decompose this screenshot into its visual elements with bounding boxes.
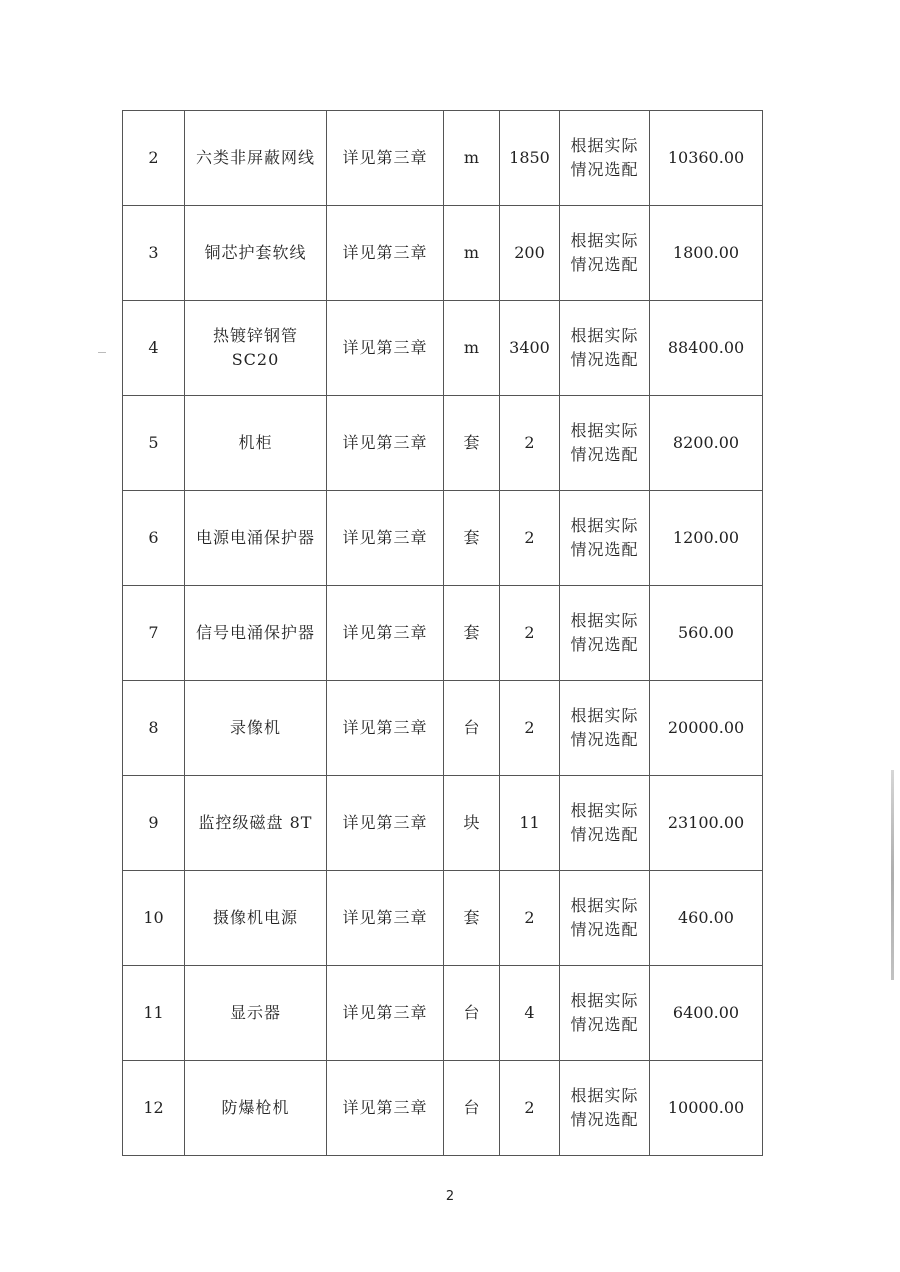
- item-amount-cell: 560.00: [650, 586, 763, 681]
- item-note-cell: [560, 966, 650, 1061]
- item-unit-cell: 套: [444, 491, 500, 586]
- item-note-cell: [560, 776, 650, 871]
- table-row: [123, 396, 763, 491]
- item-unit-cell: m: [444, 301, 500, 396]
- table-row: [123, 206, 763, 301]
- item-amount-cell: 23100.00: [650, 776, 763, 871]
- item-amount-cell: 10360.00: [650, 111, 763, 206]
- note-line: 根据实际: [570, 421, 639, 440]
- table-row: [123, 871, 763, 966]
- item-note-cell: [560, 681, 650, 776]
- table-row: [123, 1061, 763, 1156]
- note-line: 根据实际: [570, 896, 639, 915]
- item-note-cell: [560, 206, 650, 301]
- item-amount-cell: 20000.00: [650, 681, 763, 776]
- item-unit-cell: m: [444, 111, 500, 206]
- scan-mark: [98, 352, 106, 353]
- item-name: 监控级磁盘 8T: [198, 813, 313, 832]
- note-line: 根据实际: [570, 326, 639, 345]
- item-unit-cell: 台: [444, 966, 500, 1061]
- item-spec-cell: 详见第三章: [327, 1061, 444, 1156]
- item-quantity-cell: 2: [500, 491, 560, 586]
- item-number-cell: 10: [123, 871, 185, 966]
- item-amount-cell: 10000.00: [650, 1061, 763, 1156]
- item-name: 信号电涌保护器: [195, 623, 315, 642]
- item-amount-cell: 1200.00: [650, 491, 763, 586]
- item-spec-cell: 详见第三章: [327, 681, 444, 776]
- item-name-cell: [185, 491, 327, 586]
- item-amount-cell: 460.00: [650, 871, 763, 966]
- scan-edge-shadow: [891, 770, 894, 980]
- item-amount-cell: 88400.00: [650, 301, 763, 396]
- item-quantity-cell: 200: [500, 206, 560, 301]
- item-unit-cell: 套: [444, 586, 500, 681]
- item-spec-cell: 详见第三章: [327, 491, 444, 586]
- item-name-cell: [185, 966, 327, 1061]
- item-name: 六类非屏蔽网线: [195, 148, 315, 167]
- item-number-cell: 6: [123, 491, 185, 586]
- note-line: 情况选配: [570, 540, 639, 559]
- item-unit-cell: 套: [444, 396, 500, 491]
- item-spec-cell: 详见第三章: [327, 111, 444, 206]
- item-spec-cell: 详见第三章: [327, 301, 444, 396]
- item-name: 显示器: [229, 1003, 281, 1022]
- note-line: 情况选配: [570, 825, 639, 844]
- item-note-cell: [560, 1061, 650, 1156]
- item-number-cell: 4: [123, 301, 185, 396]
- item-unit-cell: 台: [444, 681, 500, 776]
- item-number-cell: 12: [123, 1061, 185, 1156]
- note-line: 情况选配: [570, 920, 639, 939]
- item-name-cell: [185, 301, 327, 396]
- item-note-cell: [560, 396, 650, 491]
- item-unit-cell: 台: [444, 1061, 500, 1156]
- item-spec-cell: 详见第三章: [327, 966, 444, 1061]
- item-name-cell: [185, 586, 327, 681]
- item-note-cell: [560, 871, 650, 966]
- item-number-cell: 7: [123, 586, 185, 681]
- item-name: 机柜: [238, 433, 273, 452]
- equipment-table: [122, 110, 763, 1156]
- item-amount-cell: 1800.00: [650, 206, 763, 301]
- item-number-cell: 3: [123, 206, 185, 301]
- table-row: [123, 586, 763, 681]
- item-amount-cell: 6400.00: [650, 966, 763, 1061]
- table-row: [123, 491, 763, 586]
- item-spec-cell: 详见第三章: [327, 396, 444, 491]
- table-row: [123, 301, 763, 396]
- item-unit-cell: 套: [444, 871, 500, 966]
- note-line: 根据实际: [570, 231, 639, 250]
- item-name-cell: [185, 206, 327, 301]
- note-line: 情况选配: [570, 635, 639, 654]
- item-name-cell: [185, 396, 327, 491]
- item-quantity-cell: 4: [500, 966, 560, 1061]
- note-line: 情况选配: [570, 730, 639, 749]
- item-quantity-cell: 11: [500, 776, 560, 871]
- item-name: 摄像机电源: [212, 908, 298, 927]
- note-line: 根据实际: [570, 991, 639, 1010]
- item-note-cell: [560, 111, 650, 206]
- item-name: 铜芯护套软线: [204, 243, 307, 262]
- item-number-cell: 9: [123, 776, 185, 871]
- item-number-cell: 8: [123, 681, 185, 776]
- table-row: [123, 111, 763, 206]
- item-spec-cell: 详见第三章: [327, 586, 444, 681]
- item-note-cell: [560, 301, 650, 396]
- item-name-cell: [185, 1061, 327, 1156]
- item-name: 录像机: [229, 718, 281, 737]
- item-name-line2: SC20: [231, 350, 280, 369]
- note-line: 根据实际: [570, 516, 639, 535]
- note-line: 根据实际: [570, 136, 639, 155]
- item-quantity-cell: 1850: [500, 111, 560, 206]
- item-number-cell: 11: [123, 966, 185, 1061]
- item-quantity-cell: 2: [500, 586, 560, 681]
- note-line: 情况选配: [570, 1110, 639, 1129]
- note-line: 情况选配: [570, 1015, 639, 1034]
- item-name-cell: [185, 776, 327, 871]
- table-row: [123, 966, 763, 1061]
- item-unit-cell: m: [444, 206, 500, 301]
- item-quantity-cell: 2: [500, 871, 560, 966]
- item-name-cell: [185, 111, 327, 206]
- note-line: 情况选配: [570, 160, 639, 179]
- item-name: 热镀锌钢管: [212, 326, 298, 345]
- note-line: 情况选配: [570, 445, 639, 464]
- item-name: 电源电涌保护器: [195, 528, 315, 547]
- item-name: 防爆枪机: [221, 1098, 290, 1117]
- equipment-table-body: [123, 111, 763, 1156]
- item-unit-cell: 块: [444, 776, 500, 871]
- item-note-cell: [560, 586, 650, 681]
- page-number: 2: [445, 1189, 455, 1204]
- note-line: 根据实际: [570, 611, 639, 630]
- note-line: 根据实际: [570, 706, 639, 725]
- note-line: 情况选配: [570, 350, 639, 369]
- item-quantity-cell: 2: [500, 681, 560, 776]
- item-spec-cell: 详见第三章: [327, 776, 444, 871]
- item-amount-cell: 8200.00: [650, 396, 763, 491]
- note-line: 情况选配: [570, 255, 639, 274]
- item-note-cell: [560, 491, 650, 586]
- item-number-cell: 2: [123, 111, 185, 206]
- table-row: [123, 681, 763, 776]
- table-row: [123, 776, 763, 871]
- item-spec-cell: 详见第三章: [327, 206, 444, 301]
- note-line: 根据实际: [570, 801, 639, 820]
- item-number-cell: 5: [123, 396, 185, 491]
- item-name-cell: [185, 871, 327, 966]
- item-quantity-cell: 2: [500, 1061, 560, 1156]
- item-spec-cell: 详见第三章: [327, 871, 444, 966]
- note-line: 根据实际: [570, 1086, 639, 1105]
- item-quantity-cell: 2: [500, 396, 560, 491]
- item-name-cell: [185, 681, 327, 776]
- item-quantity-cell: 3400: [500, 301, 560, 396]
